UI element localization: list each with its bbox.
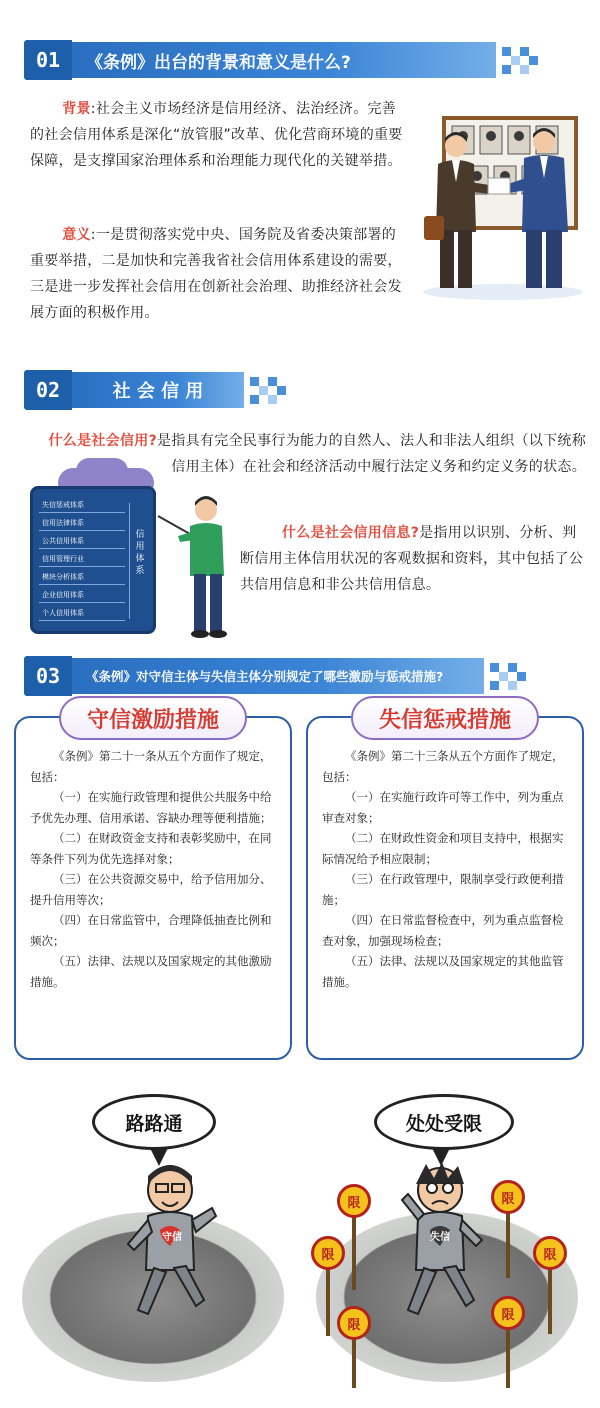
right-speech-bubble: [374, 1094, 514, 1150]
meaning-label: 意义: [62, 227, 91, 243]
restriction-sign: 限: [491, 1180, 525, 1214]
section3-number: 03: [24, 656, 72, 696]
social-credit-info-answer: 是指用以识别、分析、判断信用主体信用状况的客观数据和资料，其中包括了公共信用信息和非公共信用信息。: [240, 525, 584, 593]
presenter-illustration: [150, 492, 234, 640]
section1-number: 01: [24, 40, 72, 80]
right-bubble-text: 处处受限: [405, 1112, 482, 1135]
restriction-sign: 限: [311, 1236, 345, 1270]
restriction-sign: 限: [491, 1296, 525, 1330]
punishment-paragraph: （四）在日常监督检查中，列为重点监督检查对象，加强现场检查；: [322, 913, 564, 948]
section3-header: [24, 656, 526, 696]
incentive-paragraph: （四）在日常监管中，合理降低抽查比例和频次；: [30, 913, 272, 948]
restriction-sign: 限: [337, 1306, 371, 1340]
punishment-paragraph: （一）在实施行政许可等工作中，列为重点审查对象；: [322, 790, 564, 825]
section1-checker-decoration: [502, 47, 538, 74]
restriction-sign: 限: [337, 1184, 371, 1218]
honest-runner-illustration: [114, 1160, 224, 1330]
punishment-paragraph: （三）在行政管理中，限制享受行政便利措施；: [322, 872, 564, 907]
punishment-paragraph: 《条例》第二十三条从五个方面作了规定，包括：: [322, 749, 564, 784]
social-credit-question: 什么是社会信用?: [48, 433, 157, 449]
business-handshake-illustration: [418, 112, 588, 302]
dishonest-badge: 失信: [430, 1232, 450, 1243]
punishment-paragraph: （二）在财政性资金和项目支持中，根据实际情况给予相应限制；: [322, 831, 564, 866]
board-item: 个人信用体系: [39, 607, 125, 621]
board-item: 信用管理行业: [39, 553, 125, 567]
trust-incentive-title: 守信激励措施: [59, 696, 247, 740]
restriction-sign: 限: [533, 1236, 567, 1270]
section1-title: [72, 42, 496, 78]
incentive-paragraph: （二）在财政资金支持和表彰奖励中，在同等条件下列为优先选择对象；: [30, 831, 272, 866]
incentive-paragraph: 《条例》第二十一条从五个方面作了规定，包括：: [30, 749, 272, 784]
board-item: 企业信用体系: [39, 589, 125, 603]
section1-header: [24, 40, 538, 80]
incentive-paragraph: （一）在实施行政管理和提供公共服务中给予优先办理、信用承诺、容缺办理等便利措施；: [30, 790, 272, 825]
honest-badge: 守信: [162, 1232, 182, 1243]
punishment-paragraph: （五）法律、法规以及国家规定的其他监管措施。: [322, 954, 564, 989]
board-item: 公共信用体系: [39, 535, 125, 549]
section3-title: [72, 658, 484, 694]
dishonesty-punishment-panel: [306, 707, 584, 1060]
trust-incentive-panel: [14, 707, 292, 1060]
section1-title-text: 《条例》出台的背景和意义是什么?: [86, 52, 351, 73]
board-item: 信用法律体系: [39, 517, 125, 531]
board-divider: [129, 503, 130, 619]
credit-system-board: [30, 486, 156, 634]
section3-checker-decoration: [490, 663, 526, 690]
left-speech-bubble: [92, 1094, 216, 1150]
board-vertical-label: 信用体系: [135, 530, 145, 576]
board-item: 失信惩戒体系: [39, 499, 125, 513]
background-label: 背景: [62, 101, 91, 117]
background-text: :社会主义市场经济是信用经济、法治经济。完善的社会信用体系是深化“放管服”改革、优化营商环境的重要保障，是支撑国家治理体系和治理能力现代化的关键举措。: [30, 101, 403, 169]
section2-number: 02: [24, 370, 72, 410]
incentive-paragraph: （三）在公共资源交易中，给予信用加分、提升信用等次；: [30, 872, 272, 907]
section3-title-text: 《条例》对守信主体与失信主体分别规定了哪些激励与惩戒措施?: [86, 669, 444, 684]
meaning-text: :一是贯彻落实党中央、国务院及省委决策部署的重要举措，二是加快和完善我省社会信用体系建设的需要，三是进一步发挥社会信用在创新社会治理、助推经济社会发展方面的积极作用。: [30, 227, 402, 321]
section1-meaning-paragraph: [30, 222, 406, 326]
section2-checker-decoration: [250, 377, 286, 404]
social-credit-info-question: 什么是社会信用信息?: [282, 525, 420, 541]
dishonesty-punishment-title: 失信惩戒措施: [351, 696, 539, 740]
incentive-paragraph: （五）法律、法规以及国家规定的其他激励措施。: [30, 954, 272, 989]
dishonest-runner-illustration: [386, 1160, 496, 1330]
social-credit-answer: 是指具有完全民事行为能力的自然人、法人和非法人组织（以下统称信用主体）在社会和经济活动中履行法定义务和约定义务的状态。: [157, 433, 586, 475]
dishonesty-punishment-body: [322, 746, 568, 992]
section2-title-text: 社 会 信 用: [112, 381, 204, 402]
section2-title: [72, 372, 244, 408]
section2-header: [24, 370, 286, 410]
left-bubble-text: 路路通: [125, 1112, 183, 1135]
trust-incentive-body: [30, 746, 276, 992]
section1-background-paragraph: [30, 96, 406, 174]
board-item: 模块分析体系: [39, 571, 125, 585]
social-credit-info-definition: [240, 520, 586, 598]
